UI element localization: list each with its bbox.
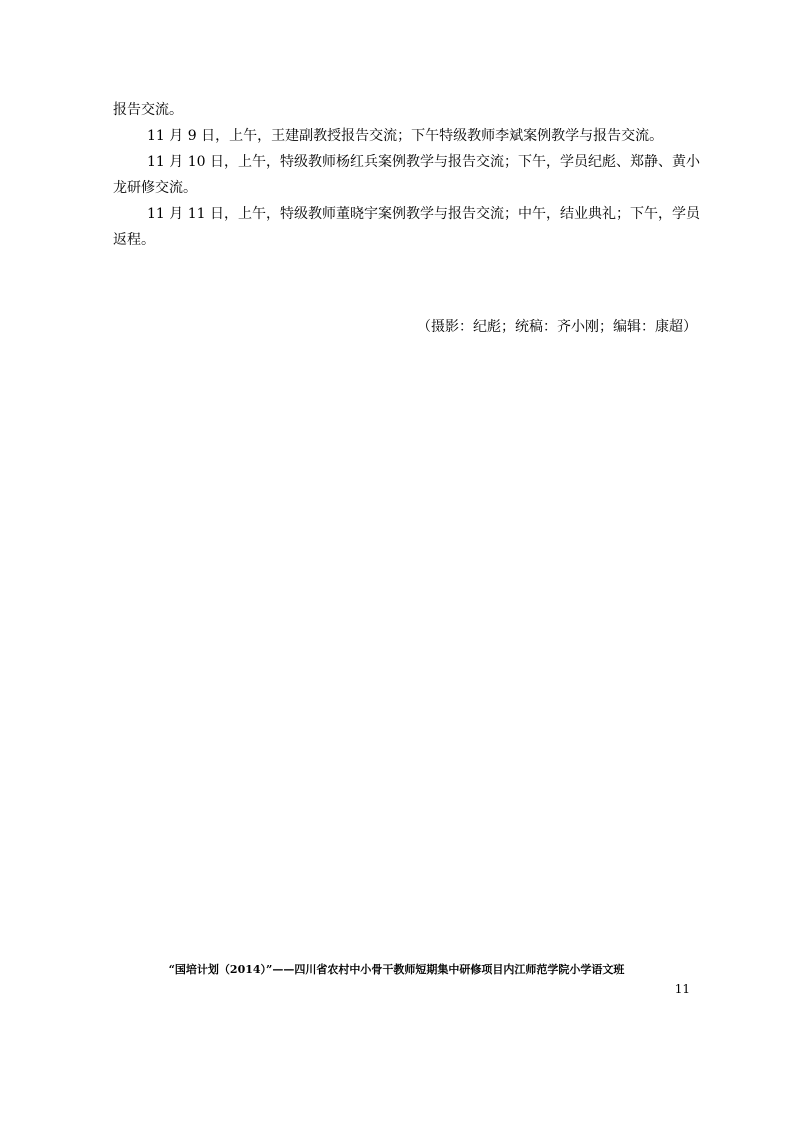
paragraph-nov-10-line-2: 龙研修交流。: [113, 180, 197, 196]
credits-line: （摄影：纪彪；统稿：齐小刚；编辑：康超）: [417, 319, 697, 335]
paragraph-nov-10-line-1: 11 月 10 日，上午，特级教师杨红兵案例教学与报告交流；下午，学员纪彪、郑静、黄小: [147, 154, 700, 170]
page-footer-title: “国培计划（2014）”——四川省农村中小骨干教师短期集中研修项目内江师范学院小学语文班: [168, 963, 625, 976]
paragraph-continuation-line: 报告交流。: [113, 102, 183, 118]
paragraph-nov-11-line-1: 11 月 11 日，上午，特级教师董晓宇案例教学与报告交流；中午，结业典礼；下午，学员: [147, 206, 700, 222]
page-number: 11: [674, 982, 690, 996]
paragraph-nov-9: 11 月 9 日，上午，王建副教授报告交流；下午特级教师李斌案例教学与报告交流。: [147, 128, 664, 144]
body-text: [113, 97, 700, 253]
paragraph-nov-11-line-2: 返程。: [113, 232, 155, 248]
